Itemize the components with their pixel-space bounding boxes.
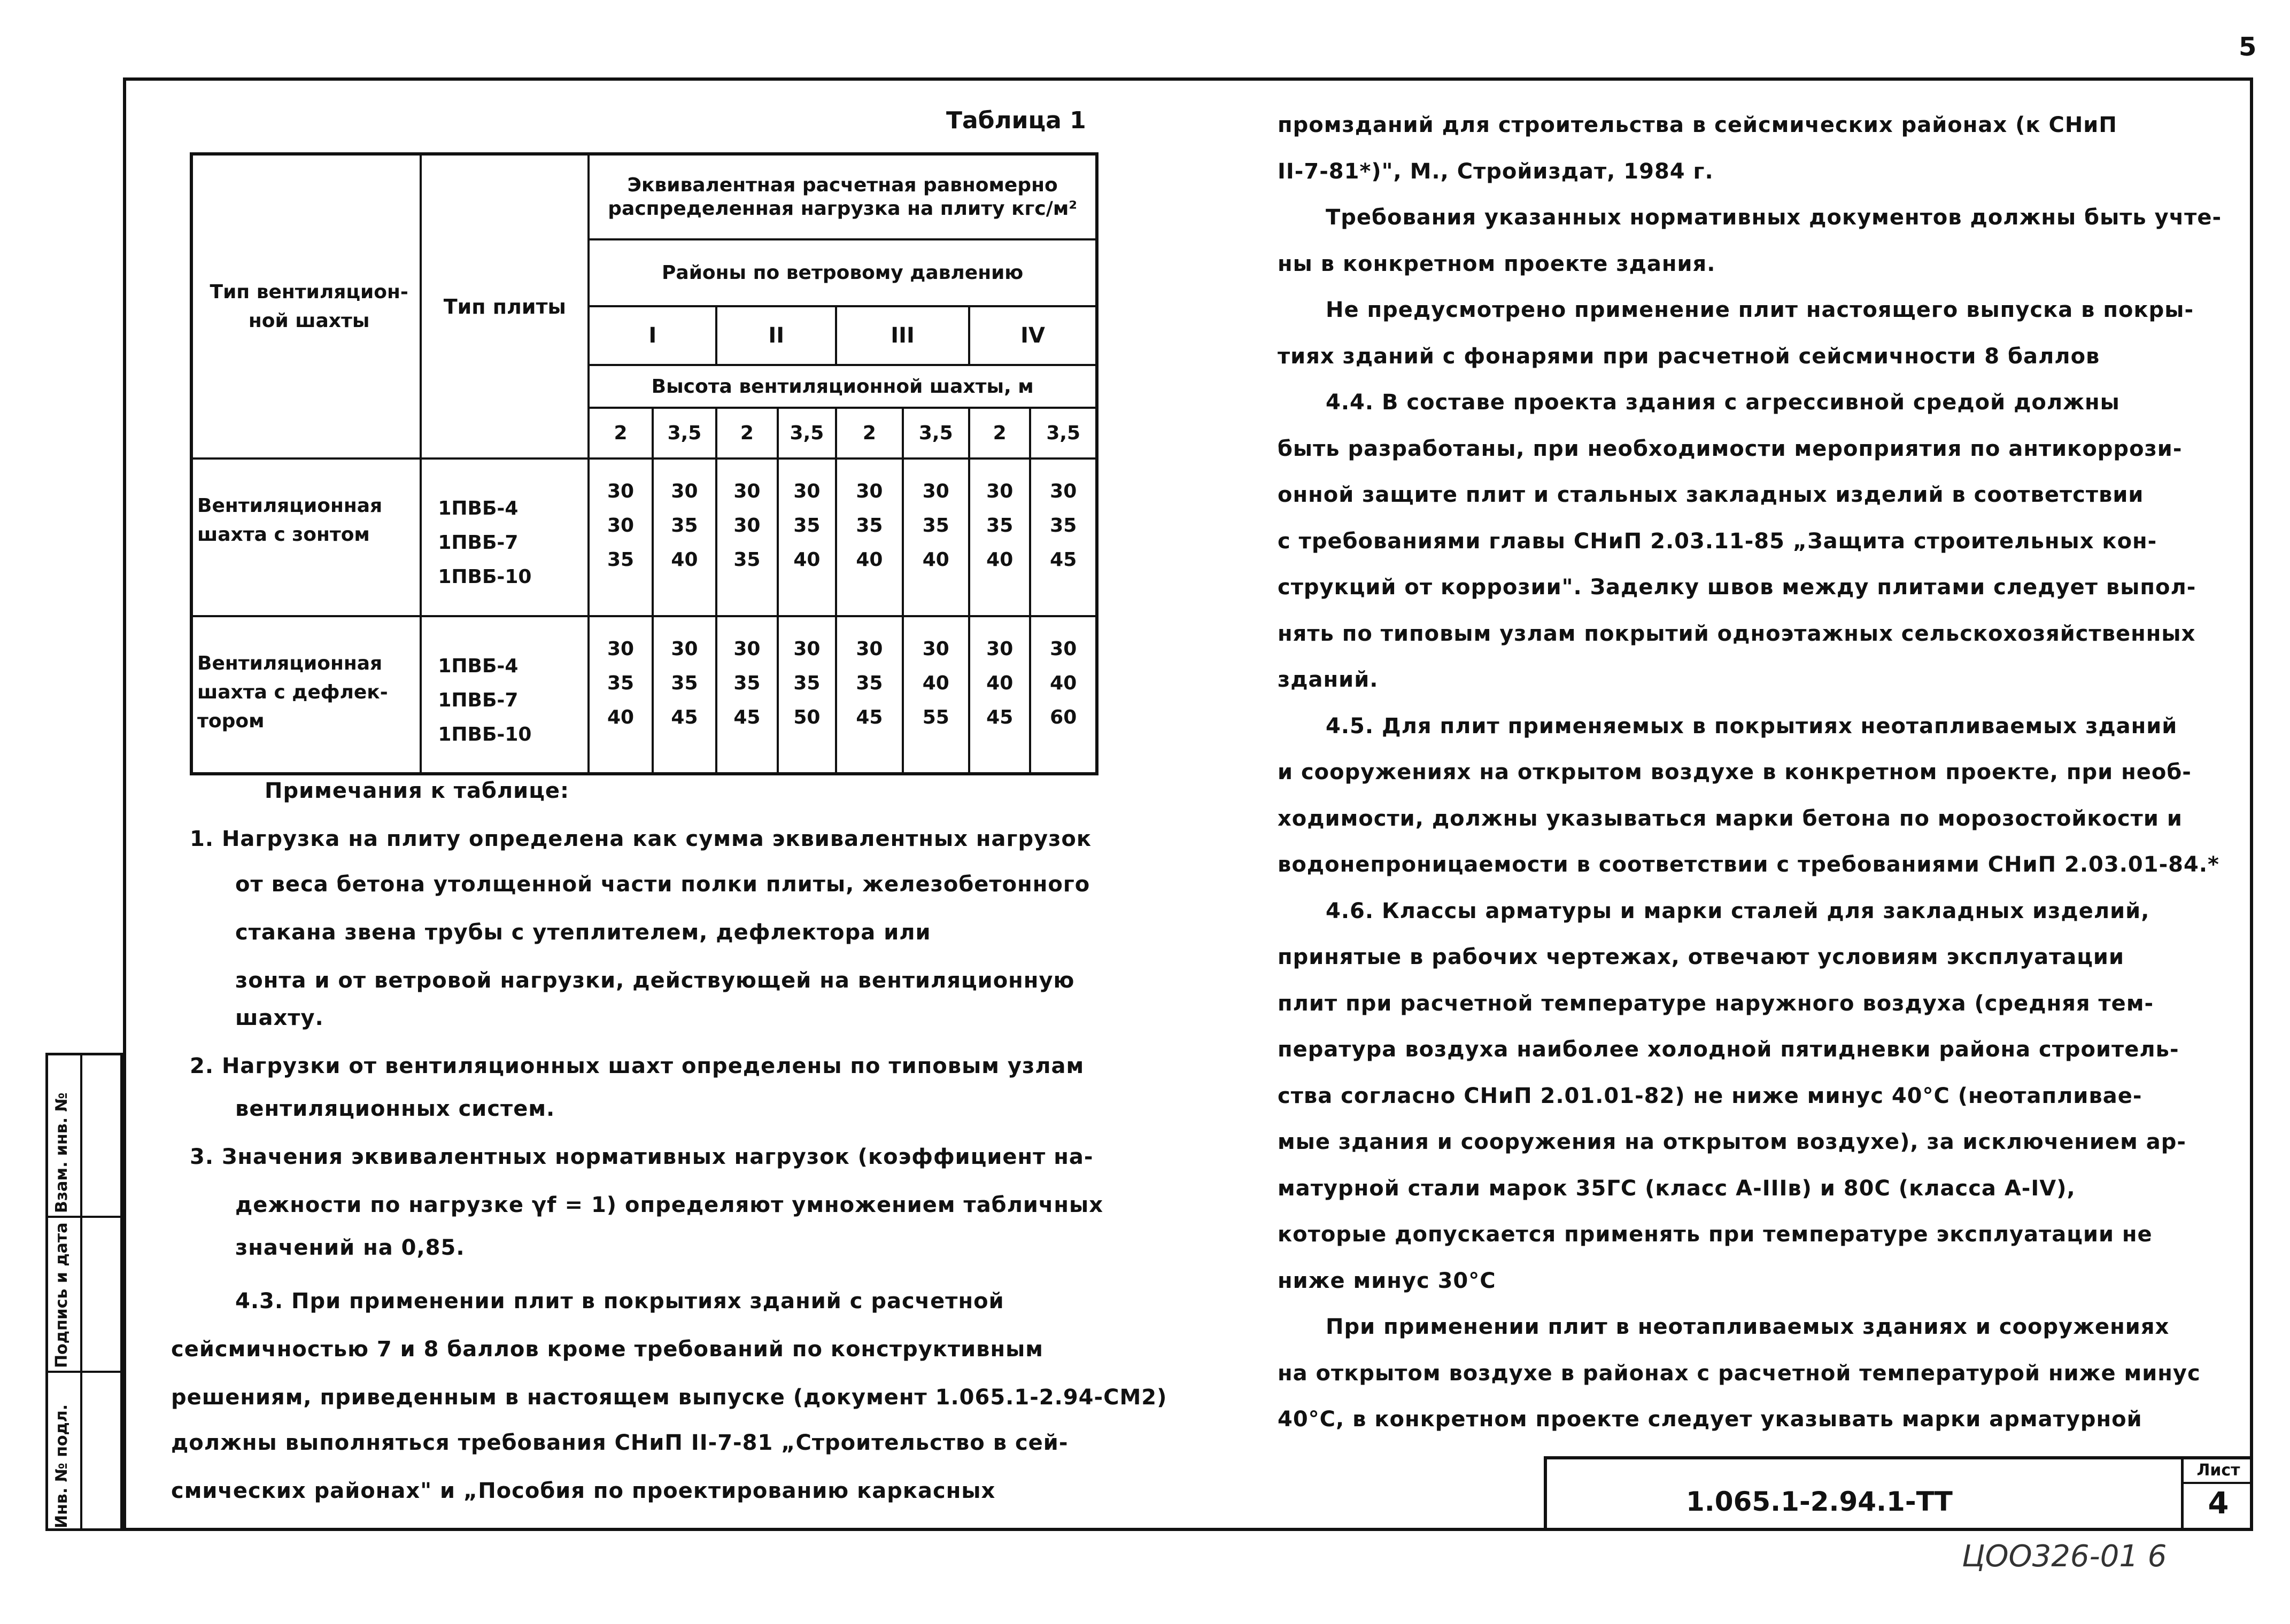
left-text-line: 2. Нагрузки от вентиляционных шахт определены по типовым узлам — [190, 1054, 1085, 1078]
left-text-line: 1. Нагрузка на плиту определена как сумма эквивалентных нагрузок — [190, 827, 1092, 851]
right-text-line: ходимости, должны указываться марки бетона по морозостойкости и — [1278, 806, 2183, 831]
loads-table — [190, 152, 1098, 775]
load-value: 35 — [793, 515, 821, 537]
strip-divider — [80, 1055, 82, 1528]
right-text-line: струкций от коррозии". Заделку швов между плитами следует выпол- — [1278, 575, 2196, 600]
right-text-line: мые здания и сооружения на открытом воздухе), за исключением ар- — [1278, 1130, 2186, 1154]
load-value-cell — [778, 459, 837, 616]
strip-divider — [48, 1371, 120, 1373]
left-text-line: значений на 0,85. — [235, 1236, 465, 1260]
load-value: 45 — [733, 706, 761, 728]
load-value: 35 — [856, 515, 883, 537]
height-header: 3,5 — [1030, 408, 1097, 459]
strip-divider — [48, 1216, 120, 1218]
load-value: 35 — [922, 515, 949, 537]
title-block — [1544, 1456, 2253, 1531]
load-value: 30 — [986, 638, 1014, 660]
shaft-type-cell: Вентиляционная шахта с зонтом — [191, 459, 421, 616]
load-value: 30 — [793, 480, 821, 502]
load-value-cell — [969, 459, 1030, 616]
load-value-cell — [1030, 459, 1097, 616]
plate-type: 1ПВБ-4 — [438, 655, 519, 677]
load-value: 35 — [1050, 515, 1077, 537]
plate-type: 1ПВБ-7 — [438, 532, 519, 554]
region-header: I — [589, 306, 716, 365]
load-value-cell — [836, 616, 902, 774]
left-text-line: решениям, приведенным в настоящем выпуске (документ 1.065.1-2.94-СМ2) — [171, 1385, 1167, 1410]
load-value: 30 — [922, 480, 949, 502]
sheet-label: Лист — [2184, 1459, 2253, 1484]
strip-label-replace: Взам. инв. № — [52, 1092, 71, 1213]
load-value: 30 — [1050, 480, 1077, 502]
left-text-line: вентиляционных систем. — [235, 1097, 555, 1121]
right-text-line: ниже минус 30°С — [1278, 1268, 1496, 1293]
load-value-cell — [653, 616, 717, 774]
height-header: 2 — [836, 408, 902, 459]
load-value: 30 — [671, 638, 698, 660]
side-strip — [45, 1053, 123, 1531]
load-value: 35 — [607, 549, 635, 571]
load-value: 45 — [671, 706, 698, 728]
load-value: 40 — [793, 549, 821, 571]
left-text-line: смических районах" и „Пособия по проектированию каркасных — [171, 1479, 996, 1503]
left-text-line: шахту. — [235, 1006, 324, 1030]
right-text-line: плит при расчетной температуре наружного воздуха (средняя тем- — [1278, 991, 2154, 1016]
load-value: 30 — [671, 480, 698, 502]
load-value: 45 — [986, 706, 1014, 728]
load-value: 30 — [856, 638, 883, 660]
right-text-line: 40°С, в конкретном проекте следует указывать марки арматурной — [1278, 1407, 2142, 1432]
load-value: 30 — [607, 480, 635, 502]
load-value: 40 — [922, 672, 949, 694]
header-load-group: Эквивалентная расчетная равномерно распределенная нагрузка на плиту кгс/м² — [589, 154, 1097, 239]
page-number: 5 — [2239, 32, 2257, 62]
header-regions: Районы по ветровому давлению — [589, 239, 1097, 306]
right-text-line: на открытом воздухе в районах с расчетной температурой ниже минус — [1278, 1361, 2201, 1386]
load-value-cell — [1030, 616, 1097, 774]
right-text-line: Не предусмотрено применение плит настоящего выпуска в покры- — [1326, 298, 2194, 322]
load-value-cell — [589, 616, 652, 774]
load-value: 35 — [671, 672, 698, 694]
left-text-line: зонта и от ветровой нагрузки, действующей на вентиляционную — [235, 968, 1075, 993]
right-text-line: матурной стали марок 35ГС (класс А-IIIв) и 80С (класса А-IV), — [1278, 1176, 2076, 1201]
plate-types-cell — [421, 616, 589, 774]
height-header: 3,5 — [903, 408, 969, 459]
load-value: 45 — [856, 706, 883, 728]
right-text-line: принятые в рабочих чертежах, отвечают условиям эксплуатации — [1278, 945, 2124, 969]
load-value: 40 — [671, 549, 698, 571]
height-header: 3,5 — [778, 408, 837, 459]
left-text-line: дежности по нагрузке γf = 1) определяют умножением табличных — [235, 1193, 1104, 1217]
region-header: III — [836, 306, 969, 365]
right-text-line: Требования указанных нормативных документов должны быть учте- — [1326, 205, 2222, 230]
plate-type: 1ПВБ-10 — [438, 724, 532, 745]
right-text-line: нять по типовым узлам покрытий одноэтажных сельскохозяйственных — [1278, 621, 2196, 646]
sheet-number: 4 — [2208, 1486, 2229, 1521]
load-value: 30 — [733, 480, 761, 502]
document-code: 1.065.1-2.94.1-ТТ — [1686, 1486, 1953, 1517]
height-header: 3,5 — [653, 408, 717, 459]
load-value: 35 — [856, 672, 883, 694]
strip-label-signature: Подпись и дата — [52, 1222, 71, 1368]
right-text-line: 4.6. Классы арматуры и марки сталей для закладных изделий, — [1326, 898, 2150, 923]
load-value-cell — [778, 616, 837, 774]
strip-label-inv: Инв. № подл. — [52, 1404, 71, 1528]
right-text-line: онной защите плит и стальных закладных изделий в соответствии — [1278, 483, 2144, 507]
region-header: IV — [969, 306, 1097, 365]
right-text-line: тиях зданий с фонарями при расчетной сейсмичности 8 баллов — [1278, 344, 2100, 369]
right-text-line: которые допускается применять при температуре эксплуатации не — [1278, 1222, 2153, 1247]
load-value: 30 — [733, 515, 761, 537]
height-header: 2 — [716, 408, 777, 459]
right-text-line: ства согласно СНиП 2.01.01-82) не ниже минус 40°С (неотапливае- — [1278, 1083, 2142, 1108]
load-value: 30 — [793, 638, 821, 660]
header-plate-type: Тип плиты — [421, 154, 589, 459]
right-text-line: При применении плит в неотапливаемых зданиях и сооружениях — [1326, 1315, 2170, 1339]
load-value-cell — [969, 616, 1030, 774]
left-text-line: стакана звена трубы с утеплителем, дефлектора или — [235, 920, 931, 945]
archive-mark: ЦОО326-01 6 — [1962, 1539, 2167, 1574]
load-value: 40 — [1050, 672, 1077, 694]
load-value: 35 — [733, 672, 761, 694]
load-value: 30 — [1050, 638, 1077, 660]
load-value-cell — [716, 459, 777, 616]
load-value-cell — [903, 459, 969, 616]
right-text-line: водонепроницаемости в соответствии с требованиями СНиП 2.03.01-84.* — [1278, 852, 2219, 877]
plate-type: 1ПВБ-7 — [438, 689, 519, 711]
right-text-line: 4.4. В составе проекта здания с агрессивной средой должны — [1326, 390, 2120, 415]
load-value-cell — [716, 616, 777, 774]
right-text-line: II-7-81*)", М., Стройиздат, 1984 г. — [1278, 159, 1714, 184]
right-text-line: зданий. — [1278, 667, 1379, 692]
right-text-line: пература воздуха наиболее холодной пятидневки района строитель- — [1278, 1037, 2179, 1062]
load-value-cell — [903, 616, 969, 774]
load-value: 35 — [607, 672, 635, 694]
load-value: 50 — [793, 706, 821, 728]
plate-type: 1ПВБ-4 — [438, 498, 519, 519]
sheet-box — [2181, 1459, 2253, 1531]
load-value: 35 — [986, 515, 1014, 537]
load-value: 40 — [986, 549, 1014, 571]
table-caption: Таблица 1 — [946, 107, 1086, 134]
load-value: 40 — [922, 549, 949, 571]
load-value: 30 — [607, 515, 635, 537]
load-value-cell — [589, 459, 652, 616]
shaft-type-cell: Вентиляционная шахта с дефлек-тором — [191, 616, 421, 774]
load-value: 40 — [607, 706, 635, 728]
left-text-line: должны выполняться требования СНиП II-7-81 „Строительство в сей- — [171, 1431, 1069, 1455]
plate-types-cell — [421, 459, 589, 616]
load-value-cell — [653, 459, 717, 616]
load-value: 35 — [671, 515, 698, 537]
load-value: 40 — [856, 549, 883, 571]
load-value: 30 — [607, 638, 635, 660]
right-text-line: ны в конкретном проекте здания. — [1278, 251, 1716, 276]
header-height: Высота вентиляционной шахты, м — [589, 365, 1097, 408]
right-text-line: и сооружениях на открытом воздухе в конкретном проекте, при необ- — [1278, 760, 2192, 784]
load-value: 55 — [922, 706, 949, 728]
load-value: 30 — [733, 638, 761, 660]
right-text-line: 4.5. Для плит применяемых в покрытиях неотапливаемых зданий — [1326, 713, 2178, 739]
region-header: II — [716, 306, 836, 365]
left-text-line: сейсмичностью 7 и 8 баллов кроме требований по конструктивным — [171, 1337, 1043, 1362]
left-text-line: 3. Значения эквивалентных нормативных нагрузок (коэффициент на- — [190, 1145, 1094, 1169]
load-value: 40 — [986, 672, 1014, 694]
right-text-line: промзданий для строительства в сейсмических районах (к СНиП — [1278, 113, 2117, 137]
left-text-line: Примечания к таблице: — [265, 779, 569, 803]
load-value: 30 — [922, 638, 949, 660]
left-text-line: от веса бетона утолщенной части полки плиты, железобетонного — [235, 872, 1090, 897]
load-value: 30 — [856, 480, 883, 502]
load-value-cell — [836, 459, 902, 616]
load-value: 35 — [733, 549, 761, 571]
load-value: 35 — [793, 672, 821, 694]
header-shaft-type: Тип вентиляцион-ной шахты — [191, 154, 421, 459]
height-header: 2 — [969, 408, 1030, 459]
right-text-line: быть разработаны, при необходимости мероприятия по антикоррози- — [1278, 436, 2183, 461]
height-header: 2 — [589, 408, 652, 459]
plate-type: 1ПВБ-10 — [438, 566, 532, 588]
right-text-line: с требованиями главы СНиП 2.03.11-85 „Защита строительных кон- — [1278, 529, 2157, 554]
left-text-line: 4.3. При применении плит в покрытиях зданий с расчетной — [235, 1289, 1004, 1314]
load-value: 60 — [1050, 706, 1077, 728]
load-value: 45 — [1050, 549, 1077, 571]
load-value: 30 — [986, 480, 1014, 502]
